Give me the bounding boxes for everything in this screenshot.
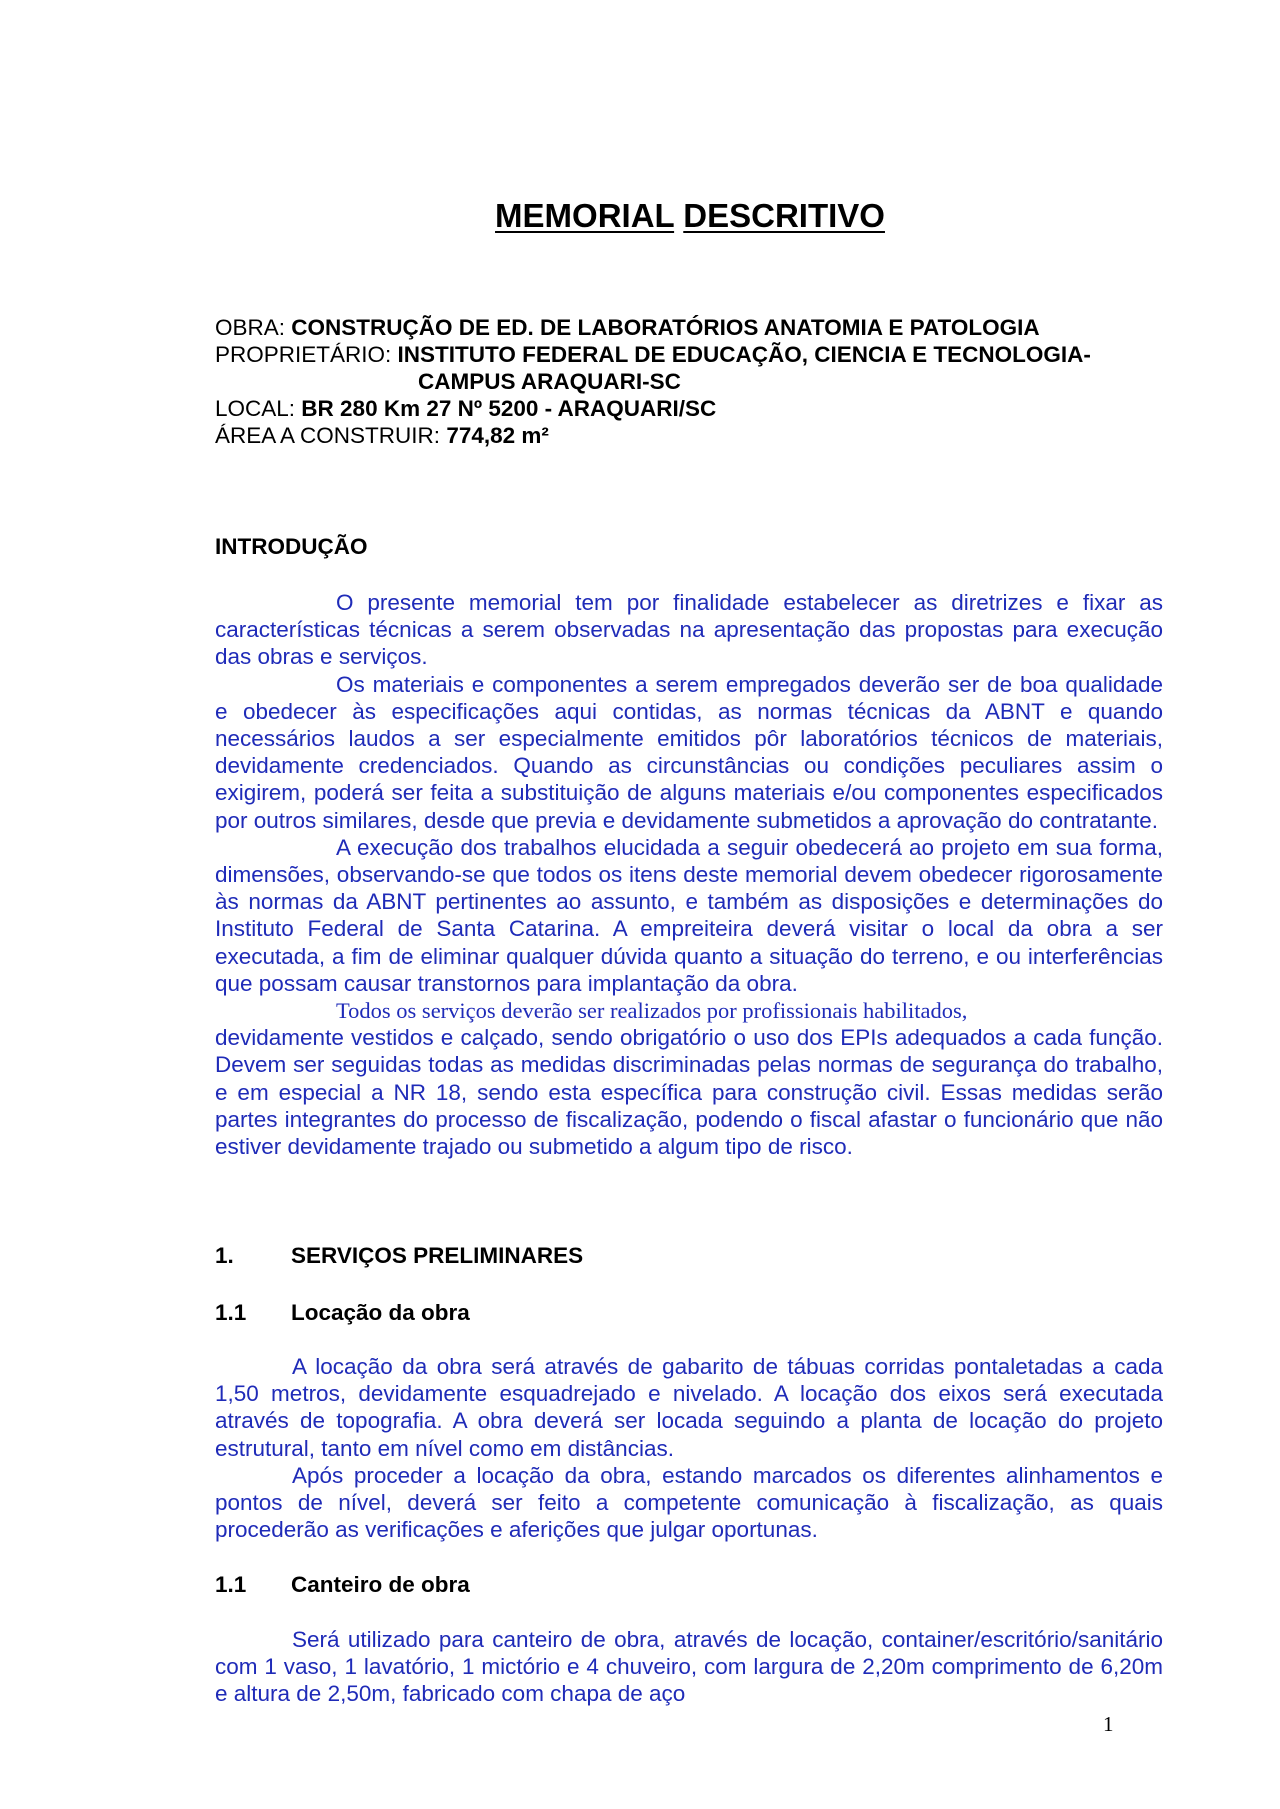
intro-paragraph: O presente memorial tem por finalidade estabelecer as diretrizes e fixar as características técnicas a serem observadas na apresentação das propostas para execução das obras e serviços. <box>215 590 1163 670</box>
area-row <box>215 422 1165 449</box>
intro-body <box>215 589 1163 1160</box>
project-header <box>215 314 1165 449</box>
subsection-1-1-body <box>215 1353 1163 1543</box>
proprietario-row <box>215 341 1165 368</box>
page-number: 1 <box>1103 1712 1114 1736</box>
subsection-1-1-number: 1.1 <box>215 1300 247 1325</box>
intro-paragraph: devidamente vestidos e calçado, sendo obrigatório o uso dos EPIs adequados a cada função. Devem ser seguidas todas as medidas discriminadas pelas normas de segurança do trabalho, e em especial a NR 18, sendo esta específica para construção civil. Essas medidas serão partes integrantes do processo de fiscalização, podendo o fiscal afastar o funcionário que não estiver devidamente trajado ou submetido a algum tipo de risco. <box>215 1025 1163 1160</box>
subsection-1-1-heading <box>215 1300 470 1326</box>
subsection-canteiro-body <box>215 1626 1163 1708</box>
obra-label: OBRA: <box>215 315 292 340</box>
local-row <box>215 395 1165 422</box>
proprietario-value: INSTITUTO FEDERAL DE EDUCAÇÃO, CIENCIA E TECNOLOGIA- <box>397 342 1091 367</box>
proprietario-row-cont <box>215 368 1165 395</box>
subsection-1-1-title: Locação da obra <box>291 1300 470 1325</box>
proprietario-value-cont: CAMPUS ARAQUARI-SC <box>418 369 681 394</box>
canteiro-paragraph: Será utilizado para canteiro de obra, através de locação, container/escritório/sanitário com 1 vaso, 1 lavatório, 1 mictório e 4 chuveiro, com largura de 2,20m comprimento de 6,20m e altura de 2,50m, fabricado com chapa de aço <box>215 1627 1163 1707</box>
area-value: 774,82 m² <box>446 423 549 448</box>
local-label: LOCAL: <box>215 396 302 421</box>
page-title <box>0 197 1280 235</box>
locacao-paragraph: Após proceder a locação da obra, estando marcados os diferentes alinhamentos e pontos de nível, deverá ser feito a competente comunicação à fiscalização, as quais procederão as verificações e aferições que julgar oportunas. <box>215 1462 1163 1543</box>
subsection-canteiro-heading <box>215 1572 470 1598</box>
section-1-number: 1. <box>215 1243 234 1268</box>
intro-heading: INTRODUÇÃO <box>215 534 368 559</box>
intro-paragraph: Os materiais e componentes a serem empregados deverão ser de boa qualidade e obedecer às especificações aqui contidas, as normas técnicas da ABNT e quando necessários laudos a ser especialmente emitidos pôr laboratórios técnicos de materiais, devidamente credenciados. Quando as circunstâncias ou condições peculiares assim o exigirem, poderá ser feita a substituição de alguns materiais e/ou componentes especificados por outros similares, desde que previa e devidamente submetidos a aprovação do contratante. <box>215 671 1163 833</box>
area-label: ÁREA A CONSTRUIR: <box>215 423 447 448</box>
obra-row <box>215 314 1165 341</box>
title-word-1: MEMORIAL <box>495 197 675 234</box>
locacao-paragraph: A locação da obra será através de gabarito de tábuas corridas pontaletadas a cada 1,50 metros, devidamente esquadrejado e nivelado. A locação dos eixos será executada através de topografia. A obra deverá ser locada seguindo a planta de locação do projeto estrutural, tanto em nível como em distâncias. <box>215 1354 1163 1461</box>
section-1-heading <box>215 1243 583 1269</box>
intro-paragraph: A execução dos trabalhos elucidada a seguir obedecerá ao projeto em sua forma, dimensões, observando-se que todos os itens deste memorial devem obedecer rigorosamente às normas da ABNT pertinentes ao assunto, e também as disposições e determinações do Instituto Federal de Santa Catarina. A empreiteira deverá visitar o local da obra a ser executada, a fim de eliminar qualquer dúvida quanto a situação do terreno, e ou interferências que possam causar transtornos para implantação da obra. <box>215 834 1163 996</box>
obra-value: CONSTRUÇÃO DE ED. DE LABORATÓRIOS ANATOMIA E PATOLOGIA <box>291 315 1040 340</box>
local-value: BR 280 Km 27 Nº 5200 - ARAQUARI/SC <box>301 396 717 421</box>
subsection-canteiro-title: Canteiro de obra <box>291 1572 470 1597</box>
subsection-canteiro-number: 1.1 <box>215 1572 247 1597</box>
proprietario-label: PROPRIETÁRIO: <box>215 342 398 367</box>
intro-paragraph: Todos os serviços deverão ser realizados por profissionais habilitados, <box>336 998 968 1024</box>
title-word-2: DESCRITIVO <box>683 197 885 234</box>
section-1-title: SERVIÇOS PRELIMINARES <box>291 1243 584 1268</box>
